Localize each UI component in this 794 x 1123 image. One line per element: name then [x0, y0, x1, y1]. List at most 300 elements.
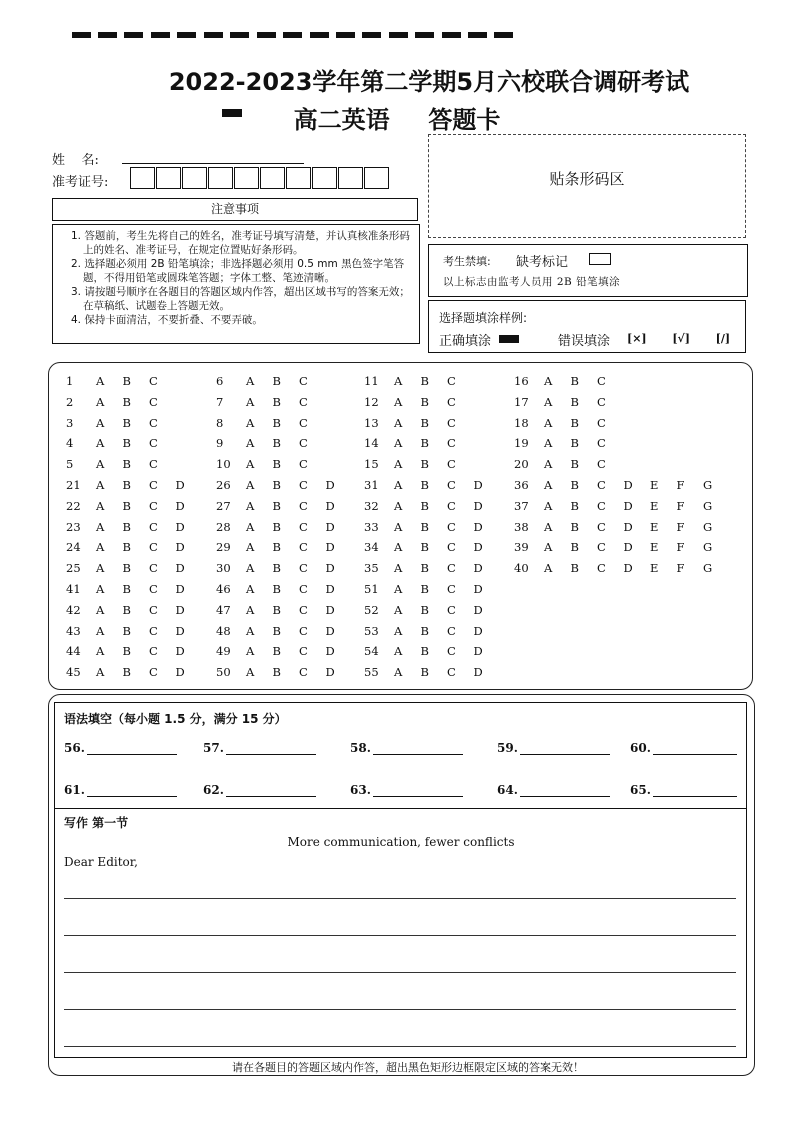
option-b[interactable]: B [420, 457, 429, 472]
blank-line[interactable] [653, 785, 737, 797]
question-number: 54 [364, 644, 379, 659]
option-c[interactable]: C [149, 540, 158, 555]
option-c[interactable]: C [149, 436, 158, 451]
option-a[interactable]: A [394, 644, 403, 659]
option-c[interactable]: C [299, 374, 308, 388]
option-a[interactable]: A [96, 394, 105, 409]
blank-line[interactable] [87, 785, 177, 797]
option-a[interactable]: A [394, 498, 403, 513]
option-d[interactable]: D [325, 644, 335, 659]
blank-line[interactable] [653, 743, 737, 755]
option-b[interactable]: B [272, 623, 281, 638]
option-b[interactable]: B [420, 665, 429, 680]
option-b[interactable]: B [420, 623, 429, 638]
option-c[interactable]: C [149, 644, 158, 659]
option-c[interactable]: C [447, 665, 456, 680]
grammar-blank-61[interactable] [64, 783, 177, 797]
absent-mark-label: 缺考标记 [516, 255, 569, 270]
option-b[interactable]: B [122, 394, 131, 409]
option-c[interactable]: C [447, 623, 456, 638]
option-c[interactable]: C [149, 415, 158, 430]
option-c[interactable]: C [149, 665, 158, 680]
option-a[interactable]: A [544, 540, 553, 555]
option-d[interactable]: D [473, 561, 483, 576]
option-b[interactable]: B [122, 374, 131, 388]
option-b[interactable]: B [420, 561, 429, 576]
question-number: 13 [364, 415, 379, 430]
option-a[interactable]: A [246, 644, 255, 659]
grammar-blank-58[interactable] [350, 741, 463, 755]
option-c[interactable]: C [149, 582, 158, 596]
option-a[interactable]: A [544, 457, 553, 472]
option-c[interactable]: C [299, 623, 308, 638]
option-d[interactable]: D [473, 540, 483, 555]
question-number: 20 [514, 457, 529, 472]
option-a[interactable]: A [96, 436, 105, 451]
option-d[interactable]: D [325, 665, 335, 680]
grammar-blank-64[interactable] [497, 783, 610, 797]
option-a[interactable]: A [394, 478, 403, 492]
option-c[interactable]: C [149, 623, 158, 638]
id-digit-cell[interactable] [338, 167, 363, 189]
option-b[interactable]: B [570, 394, 579, 409]
question-52 [364, 603, 574, 619]
option-b[interactable]: B [570, 478, 579, 492]
option-c[interactable]: C [447, 374, 456, 388]
option-d[interactable]: D [175, 498, 185, 513]
option-b[interactable]: B [122, 436, 131, 451]
writing-line[interactable] [64, 935, 736, 936]
option-e[interactable]: E [650, 561, 659, 576]
id-digit-cell[interactable] [260, 167, 285, 189]
name-field[interactable] [122, 163, 304, 164]
option-d[interactable]: D [623, 519, 633, 534]
timing-mark [230, 32, 249, 38]
option-a[interactable]: A [246, 415, 255, 430]
option-d[interactable]: D [175, 582, 185, 596]
option-f[interactable]: F [676, 498, 685, 513]
option-d[interactable]: D [175, 644, 185, 659]
option-b[interactable]: B [570, 374, 579, 388]
writing-line[interactable] [64, 1046, 736, 1047]
option-b[interactable]: B [420, 374, 429, 388]
option-d[interactable]: D [325, 623, 335, 638]
option-c[interactable]: C [149, 394, 158, 409]
option-d[interactable]: D [175, 519, 185, 534]
question-number: 47 [216, 602, 231, 617]
option-a[interactable]: A [544, 561, 553, 576]
option-d[interactable]: D [473, 519, 483, 534]
option-c[interactable]: C [597, 478, 606, 492]
timing-mark [257, 32, 276, 38]
option-c[interactable]: C [597, 519, 606, 534]
writing-section-title: 写作 第一节 [64, 816, 129, 830]
option-d[interactable]: D [623, 498, 633, 513]
option-a[interactable]: A [246, 602, 255, 617]
option-d[interactable]: D [325, 602, 335, 617]
blank-number: 65. [630, 783, 651, 797]
option-b[interactable]: B [570, 457, 579, 472]
option-b[interactable]: B [122, 457, 131, 472]
grammar-blank-63[interactable] [350, 783, 463, 797]
option-c[interactable]: C [597, 436, 606, 451]
option-c[interactable]: C [299, 519, 308, 534]
option-a[interactable]: A [246, 540, 255, 555]
option-g[interactable]: G [703, 540, 713, 555]
option-b[interactable]: B [272, 415, 281, 430]
option-c[interactable]: C [149, 561, 158, 576]
option-d[interactable]: D [473, 644, 483, 659]
id-digit-cell[interactable] [286, 167, 311, 189]
option-c[interactable]: C [149, 498, 158, 513]
option-b[interactable]: B [420, 540, 429, 555]
blank-line[interactable] [226, 743, 316, 755]
option-a[interactable]: A [544, 519, 553, 534]
option-a[interactable]: A [394, 665, 403, 680]
option-g[interactable]: G [703, 561, 713, 576]
subject-name: 高二英语 [293, 106, 390, 134]
option-a[interactable]: A [394, 602, 403, 617]
option-b[interactable]: B [122, 478, 131, 492]
option-a[interactable]: A [246, 374, 255, 388]
grammar-blank-57[interactable] [203, 741, 316, 755]
option-a[interactable]: A [544, 498, 553, 513]
option-b[interactable]: B [122, 665, 131, 680]
grammar-blank-62[interactable] [203, 783, 316, 797]
option-b[interactable]: B [570, 561, 579, 576]
option-d[interactable]: D [473, 602, 483, 617]
option-c[interactable]: C [299, 665, 308, 680]
writing-line[interactable] [64, 898, 736, 899]
blank-line[interactable] [87, 743, 177, 755]
blank-line[interactable] [226, 785, 316, 797]
option-a[interactable]: A [394, 519, 403, 534]
option-d[interactable]: D [325, 478, 335, 492]
id-number-field[interactable] [130, 167, 392, 189]
question-number: 53 [364, 623, 379, 638]
option-c[interactable]: C [447, 478, 456, 492]
option-b[interactable]: B [272, 582, 281, 596]
option-c[interactable]: C [447, 394, 456, 409]
blank-line[interactable] [520, 785, 610, 797]
option-a[interactable]: A [544, 415, 553, 430]
option-a[interactable]: A [246, 561, 255, 576]
option-c[interactable]: C [149, 602, 158, 617]
question-19 [514, 436, 724, 452]
option-b[interactable]: B [272, 540, 281, 555]
option-a[interactable]: A [96, 623, 105, 638]
blank-line[interactable] [373, 743, 463, 755]
option-d[interactable]: D [623, 561, 633, 576]
question-number: 43 [66, 623, 81, 638]
option-a[interactable]: A [544, 478, 553, 492]
id-digit-cell[interactable] [130, 167, 155, 189]
name-label: 姓 名: [52, 153, 99, 168]
option-b[interactable]: B [420, 644, 429, 659]
correct-fill-sample [499, 335, 519, 343]
option-a[interactable]: A [96, 540, 105, 555]
option-b[interactable]: B [122, 582, 131, 596]
option-d[interactable]: D [325, 498, 335, 513]
question-number: 39 [514, 540, 529, 555]
option-b[interactable]: B [122, 623, 131, 638]
question-number: 33 [364, 519, 379, 534]
option-g[interactable]: G [703, 478, 713, 492]
option-c[interactable]: C [597, 415, 606, 430]
option-b[interactable]: B [420, 498, 429, 513]
option-b[interactable]: B [570, 519, 579, 534]
option-d[interactable]: D [473, 478, 483, 492]
option-b[interactable]: B [420, 415, 429, 430]
option-c[interactable]: C [447, 457, 456, 472]
id-digit-cell[interactable] [208, 167, 233, 189]
writing-line[interactable] [64, 972, 736, 973]
option-d[interactable]: D [175, 478, 185, 492]
option-a[interactable]: A [394, 457, 403, 472]
absent-note: 以上标志由监考人员用 2B 铅笔填涂 [443, 276, 621, 288]
option-a[interactable]: A [246, 665, 255, 680]
id-digit-cell[interactable] [156, 167, 181, 189]
option-d[interactable]: D [175, 665, 185, 680]
option-c[interactable]: C [149, 478, 158, 492]
timing-mark [468, 32, 487, 38]
option-c[interactable]: C [447, 415, 456, 430]
option-c[interactable]: C [149, 374, 158, 388]
option-b[interactable]: B [272, 498, 281, 513]
id-digit-cell[interactable] [182, 167, 207, 189]
blank-line[interactable] [520, 743, 610, 755]
option-d[interactable]: D [325, 540, 335, 555]
grammar-blank-60[interactable] [630, 741, 737, 755]
question-17 [514, 395, 724, 411]
option-a[interactable]: A [394, 623, 403, 638]
option-c[interactable]: C [447, 436, 456, 451]
option-b[interactable]: B [570, 415, 579, 430]
option-b[interactable]: B [272, 436, 281, 451]
option-a[interactable]: A [394, 582, 403, 596]
option-c[interactable]: C [299, 415, 308, 430]
option-b[interactable]: B [272, 665, 281, 680]
question-number: 26 [216, 478, 231, 492]
blank-number: 64. [497, 783, 518, 797]
writing-line[interactable] [64, 1009, 736, 1010]
option-c[interactable]: C [447, 602, 456, 617]
question-number: 15 [364, 457, 379, 472]
option-a[interactable]: A [96, 665, 105, 680]
option-a[interactable]: A [96, 415, 105, 430]
option-e[interactable]: E [650, 519, 659, 534]
option-a[interactable]: A [96, 478, 105, 492]
option-b[interactable]: B [420, 582, 429, 596]
option-c[interactable]: C [597, 540, 606, 555]
option-b[interactable]: B [122, 561, 131, 576]
option-b[interactable]: B [122, 415, 131, 430]
option-a[interactable]: A [246, 519, 255, 534]
grammar-blank-56[interactable] [64, 741, 177, 755]
option-a[interactable]: A [246, 436, 255, 451]
question-number: 36 [514, 478, 529, 492]
option-a[interactable]: A [96, 602, 105, 617]
option-f[interactable]: F [676, 478, 685, 492]
option-b[interactable]: B [570, 436, 579, 451]
option-b[interactable]: B [272, 457, 281, 472]
option-a[interactable]: A [96, 457, 105, 472]
timing-mark [283, 32, 302, 38]
option-c[interactable]: C [299, 478, 308, 492]
option-a[interactable]: A [394, 415, 403, 430]
option-c[interactable]: C [447, 498, 456, 513]
option-d[interactable]: D [623, 478, 633, 492]
option-a[interactable]: A [394, 540, 403, 555]
option-b[interactable]: B [272, 561, 281, 576]
option-d[interactable]: D [473, 582, 483, 596]
option-b[interactable]: B [272, 519, 281, 534]
option-c[interactable]: C [299, 540, 308, 555]
question-number: 49 [216, 644, 231, 659]
option-d[interactable]: D [175, 561, 185, 576]
option-b[interactable]: B [272, 644, 281, 659]
option-c[interactable]: C [299, 436, 308, 451]
option-b[interactable]: B [272, 394, 281, 409]
option-c[interactable]: C [597, 374, 606, 388]
question-39 [514, 540, 724, 556]
option-d[interactable]: D [473, 623, 483, 638]
wrong-fill-samples [627, 332, 730, 345]
option-b[interactable]: B [122, 540, 131, 555]
option-a[interactable]: A [544, 374, 553, 388]
question-number: 45 [66, 665, 81, 680]
option-e[interactable]: E [650, 478, 659, 492]
option-a[interactable]: A [96, 374, 105, 388]
option-b[interactable]: B [272, 374, 281, 388]
option-a[interactable]: A [246, 498, 255, 513]
option-c[interactable]: C [299, 582, 308, 596]
option-d[interactable]: D [175, 602, 185, 617]
grammar-blank-65[interactable] [630, 783, 737, 797]
option-d[interactable]: D [325, 582, 335, 596]
option-d[interactable]: D [325, 561, 335, 576]
option-b[interactable]: B [122, 498, 131, 513]
option-d[interactable]: D [473, 498, 483, 513]
blank-line[interactable] [373, 785, 463, 797]
option-g[interactable]: G [703, 498, 713, 513]
option-a[interactable]: A [96, 498, 105, 513]
option-d[interactable]: D [325, 519, 335, 534]
option-c[interactable]: C [299, 498, 308, 513]
question-51 [364, 582, 574, 598]
option-a[interactable]: A [96, 519, 105, 534]
id-digit-cell[interactable] [312, 167, 337, 189]
question-number: 24 [66, 540, 81, 555]
option-d[interactable]: D [175, 623, 185, 638]
option-a[interactable]: A [394, 374, 403, 388]
option-d[interactable]: D [473, 665, 483, 680]
question-number: 51 [364, 582, 379, 596]
option-c[interactable]: C [149, 457, 158, 472]
option-c[interactable]: C [149, 519, 158, 534]
option-f[interactable]: F [676, 519, 685, 534]
absent-mark-box[interactable] [589, 253, 611, 265]
option-d[interactable]: D [175, 540, 185, 555]
option-f[interactable]: F [676, 561, 685, 576]
option-a[interactable]: A [96, 582, 105, 596]
option-c[interactable]: C [447, 582, 456, 596]
option-c[interactable]: C [299, 561, 308, 576]
option-b[interactable]: B [420, 436, 429, 451]
id-digit-cell[interactable] [364, 167, 389, 189]
option-c[interactable]: C [299, 644, 308, 659]
option-a[interactable]: A [394, 561, 403, 576]
option-b[interactable]: B [420, 478, 429, 492]
option-c[interactable]: C [597, 498, 606, 513]
option-a[interactable]: A [394, 436, 403, 451]
option-b[interactable]: B [272, 602, 281, 617]
option-c[interactable]: C [447, 644, 456, 659]
option-c[interactable]: C [597, 457, 606, 472]
option-a[interactable]: A [96, 561, 105, 576]
option-c[interactable]: C [299, 457, 308, 472]
option-b[interactable]: B [272, 478, 281, 492]
question-number: 41 [66, 582, 81, 596]
option-d[interactable]: D [623, 540, 633, 555]
blank-number: 59. [497, 741, 518, 755]
option-b[interactable]: B [420, 519, 429, 534]
timing-mark [362, 32, 381, 38]
option-b[interactable]: B [122, 644, 131, 659]
option-b[interactable]: B [122, 519, 131, 534]
option-c[interactable]: C [597, 394, 606, 409]
option-c[interactable]: C [299, 394, 308, 409]
timing-mark [442, 32, 461, 38]
option-b[interactable]: B [122, 602, 131, 617]
option-c[interactable]: C [597, 561, 606, 576]
option-g[interactable]: G [703, 519, 713, 534]
option-a[interactable]: A [246, 457, 255, 472]
option-a[interactable]: A [394, 394, 403, 409]
notice-item: 2. 选择题必须用 2B 铅笔填涂；非选择题必须用 0.5 mm 黑色签字笔答题，不得用铅笔或圆珠笔答题；字体工整、笔迹清晰。 [71, 258, 405, 284]
option-a[interactable]: A [246, 582, 255, 596]
option-a[interactable]: A [246, 394, 255, 409]
question-number: 44 [66, 644, 81, 659]
question-number: 6 [216, 374, 224, 388]
notice-box [52, 224, 420, 344]
question-number: 14 [364, 436, 379, 451]
wrong-mark-check: [√] [672, 332, 690, 345]
option-c[interactable]: C [447, 540, 456, 555]
question-number: 17 [514, 394, 529, 409]
option-a[interactable]: A [246, 623, 255, 638]
option-a[interactable]: A [96, 644, 105, 659]
option-c[interactable]: C [447, 519, 456, 534]
option-b[interactable]: B [570, 540, 579, 555]
timing-mark [415, 32, 434, 38]
grammar-blank-59[interactable] [497, 741, 610, 755]
option-c[interactable]: C [447, 561, 456, 576]
option-f[interactable]: F [676, 540, 685, 555]
option-a[interactable]: A [544, 394, 553, 409]
writing-topic: More communication, fewer conflicts [287, 835, 515, 849]
question-number: 18 [514, 415, 529, 430]
option-b[interactable]: B [570, 498, 579, 513]
id-digit-cell[interactable] [234, 167, 259, 189]
option-e[interactable]: E [650, 540, 659, 555]
option-a[interactable]: A [246, 478, 255, 492]
option-b[interactable]: B [420, 602, 429, 617]
option-c[interactable]: C [299, 602, 308, 617]
option-b[interactable]: B [420, 394, 429, 409]
option-a[interactable]: A [544, 436, 553, 451]
option-e[interactable]: E [650, 498, 659, 513]
